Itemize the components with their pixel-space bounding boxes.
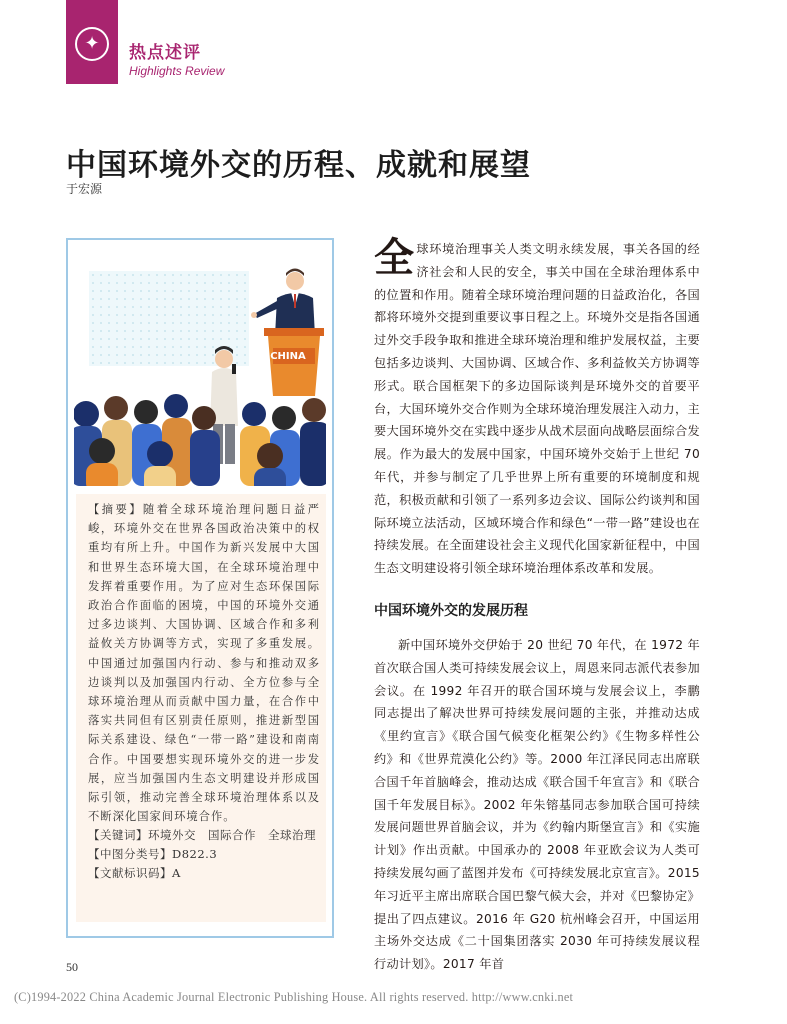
body-column — [374, 234, 700, 976]
abstract-label: 【摘要】 — [88, 503, 143, 516]
podium-label: CHINA — [270, 351, 306, 362]
star-compass-icon: ✦ — [84, 33, 100, 54]
abstract-block — [76, 494, 326, 922]
doc-code-value: A — [172, 866, 181, 881]
article-author: 于宏源 — [66, 182, 103, 196]
keywords-value: 环境外交 国际合作 全球治理 — [148, 828, 316, 843]
section-title-cn: 热点述评 — [129, 43, 201, 63]
doc-code-line — [88, 864, 320, 883]
intro-paragraph — [374, 234, 700, 580]
abstract-panel — [66, 238, 334, 938]
abstract-text — [88, 500, 320, 826]
section-badge — [66, 0, 118, 84]
section-title-en: Highlights Review — [129, 64, 225, 78]
clc-label: 【中图分类号】 — [88, 847, 172, 862]
clc-value: D822.3 — [172, 847, 218, 862]
keywords-label: 【关键词】 — [88, 828, 148, 843]
section-heading: 中国环境外交的发展历程 — [374, 602, 528, 619]
clc-line — [88, 845, 320, 864]
abstract-body: 随着全球环境治理问题日益严峻，环境外交在世界各国政治决策中的权重均有所上升。中国作为新兴发展中大国和世界生态环境大国，在全球环境治理中发挥着重要作用。为了应对生态环保国际政治合作面临的困境，中国的环境外交通过多边谈判、大国协调、区域合作和多利益攸关方协调等方式，实现了多重发展。中国通过加强国内行动、参与和推动双多边谈判以及加强国内行动、全方位参与全球环境治理从而贡献中国力量，在合作中落实共同但有区别责任原则，推进新型国际关系建设、绿色“一带一路”建设和南南合作。中国要想实现环境外交的进一步发展，应当加强国内生态文明建设并形成国际引领，推动完善全球环境治理体系以及不断深化国家间环境合作。 — [88, 503, 320, 824]
badge-ring — [75, 27, 109, 61]
conference-illustration — [74, 246, 326, 486]
intro-text: 球环境治理事关人类文明永续发展，事关各国的经济社会和人民的安全，事关中国在全球治理体系中的位置和作用。随着全球环境治理问题的日益政治化，各国都将环境外交提到重要议事日程之上。环境外交是指各国通过外交手段争取和推进全球环境治理和维护发展权益，主要包括多边谈判、大国协调、区域合作、多利益攸关方协调等形式。联合国框架下的多边国际谈判是环境外交的首要平台，大国环境外交合作则为全球环境治理发展注入动力，主要大国环境外交在实践中逐步从战术层面向战略层面综合发展。作为最大的发展中国家，中国环境外交始于上世纪 70 年代，并参与制定了几乎世界上所有重要的环境制度和规范，积极贡献和引领了一系列多边会议、国际公约谈判和国际环境立法活动，区域环境合作和绿色“一带一路”建设也在持续发展。在全面建设社会主义现代化国家新征程中，中国生态文明建设将引领全球环境治理体系改革和发展。 — [374, 242, 700, 576]
page-number: 50 — [66, 960, 78, 974]
doc-code-label: 【文献标识码】 — [88, 866, 172, 881]
drop-cap: 全 — [374, 234, 415, 281]
history-paragraph: 新中国环境外交伊始于 20 世纪 70 年代，在 1972 年首次联合国人类可持续发展会议上，周恩来同志派代表参加会议。在 1992 年召开的联合国环境与发展会议上，李鹏同志提出了解决世界可持续发展问题的主张，并推动达成《里约宣言》《联合国气候变化框架公约》《生物多样性公约》和《世界荒漠化公约》等。2000 年江泽民同志出席联合国千年首脑峰会，推动达成《联合国千年宣言》和《联合国千年发展目标》。2002 年朱镕基同志参加联合国可持续发展问题世界首脑会议，并为《约翰内斯堡宣言》和《实施计划》作出贡献。中国承办的 2008 年亚欧会议为人类可持续发展勾画了蓝图并发布《可持续发展北京宣言》。2015 年习近平主席出席联合国巴黎气候大会，并对《巴黎协定》提出了四点建议。2016 年 G20 杭州峰会召开，中国运用主场外交达成《二十国集团落实 2030 年可持续发展议程行动计划》。2017 年首 — [374, 637, 700, 972]
keywords-line — [88, 826, 320, 845]
copyright-notice: (C)1994-2022 China Academic Journal Electronic Publishing House. All rights reserved. http://www.cnki.net — [14, 990, 574, 1004]
article-title: 中国环境外交的历程、成就和展望 — [66, 148, 531, 183]
speaker-scene — [74, 246, 326, 486]
